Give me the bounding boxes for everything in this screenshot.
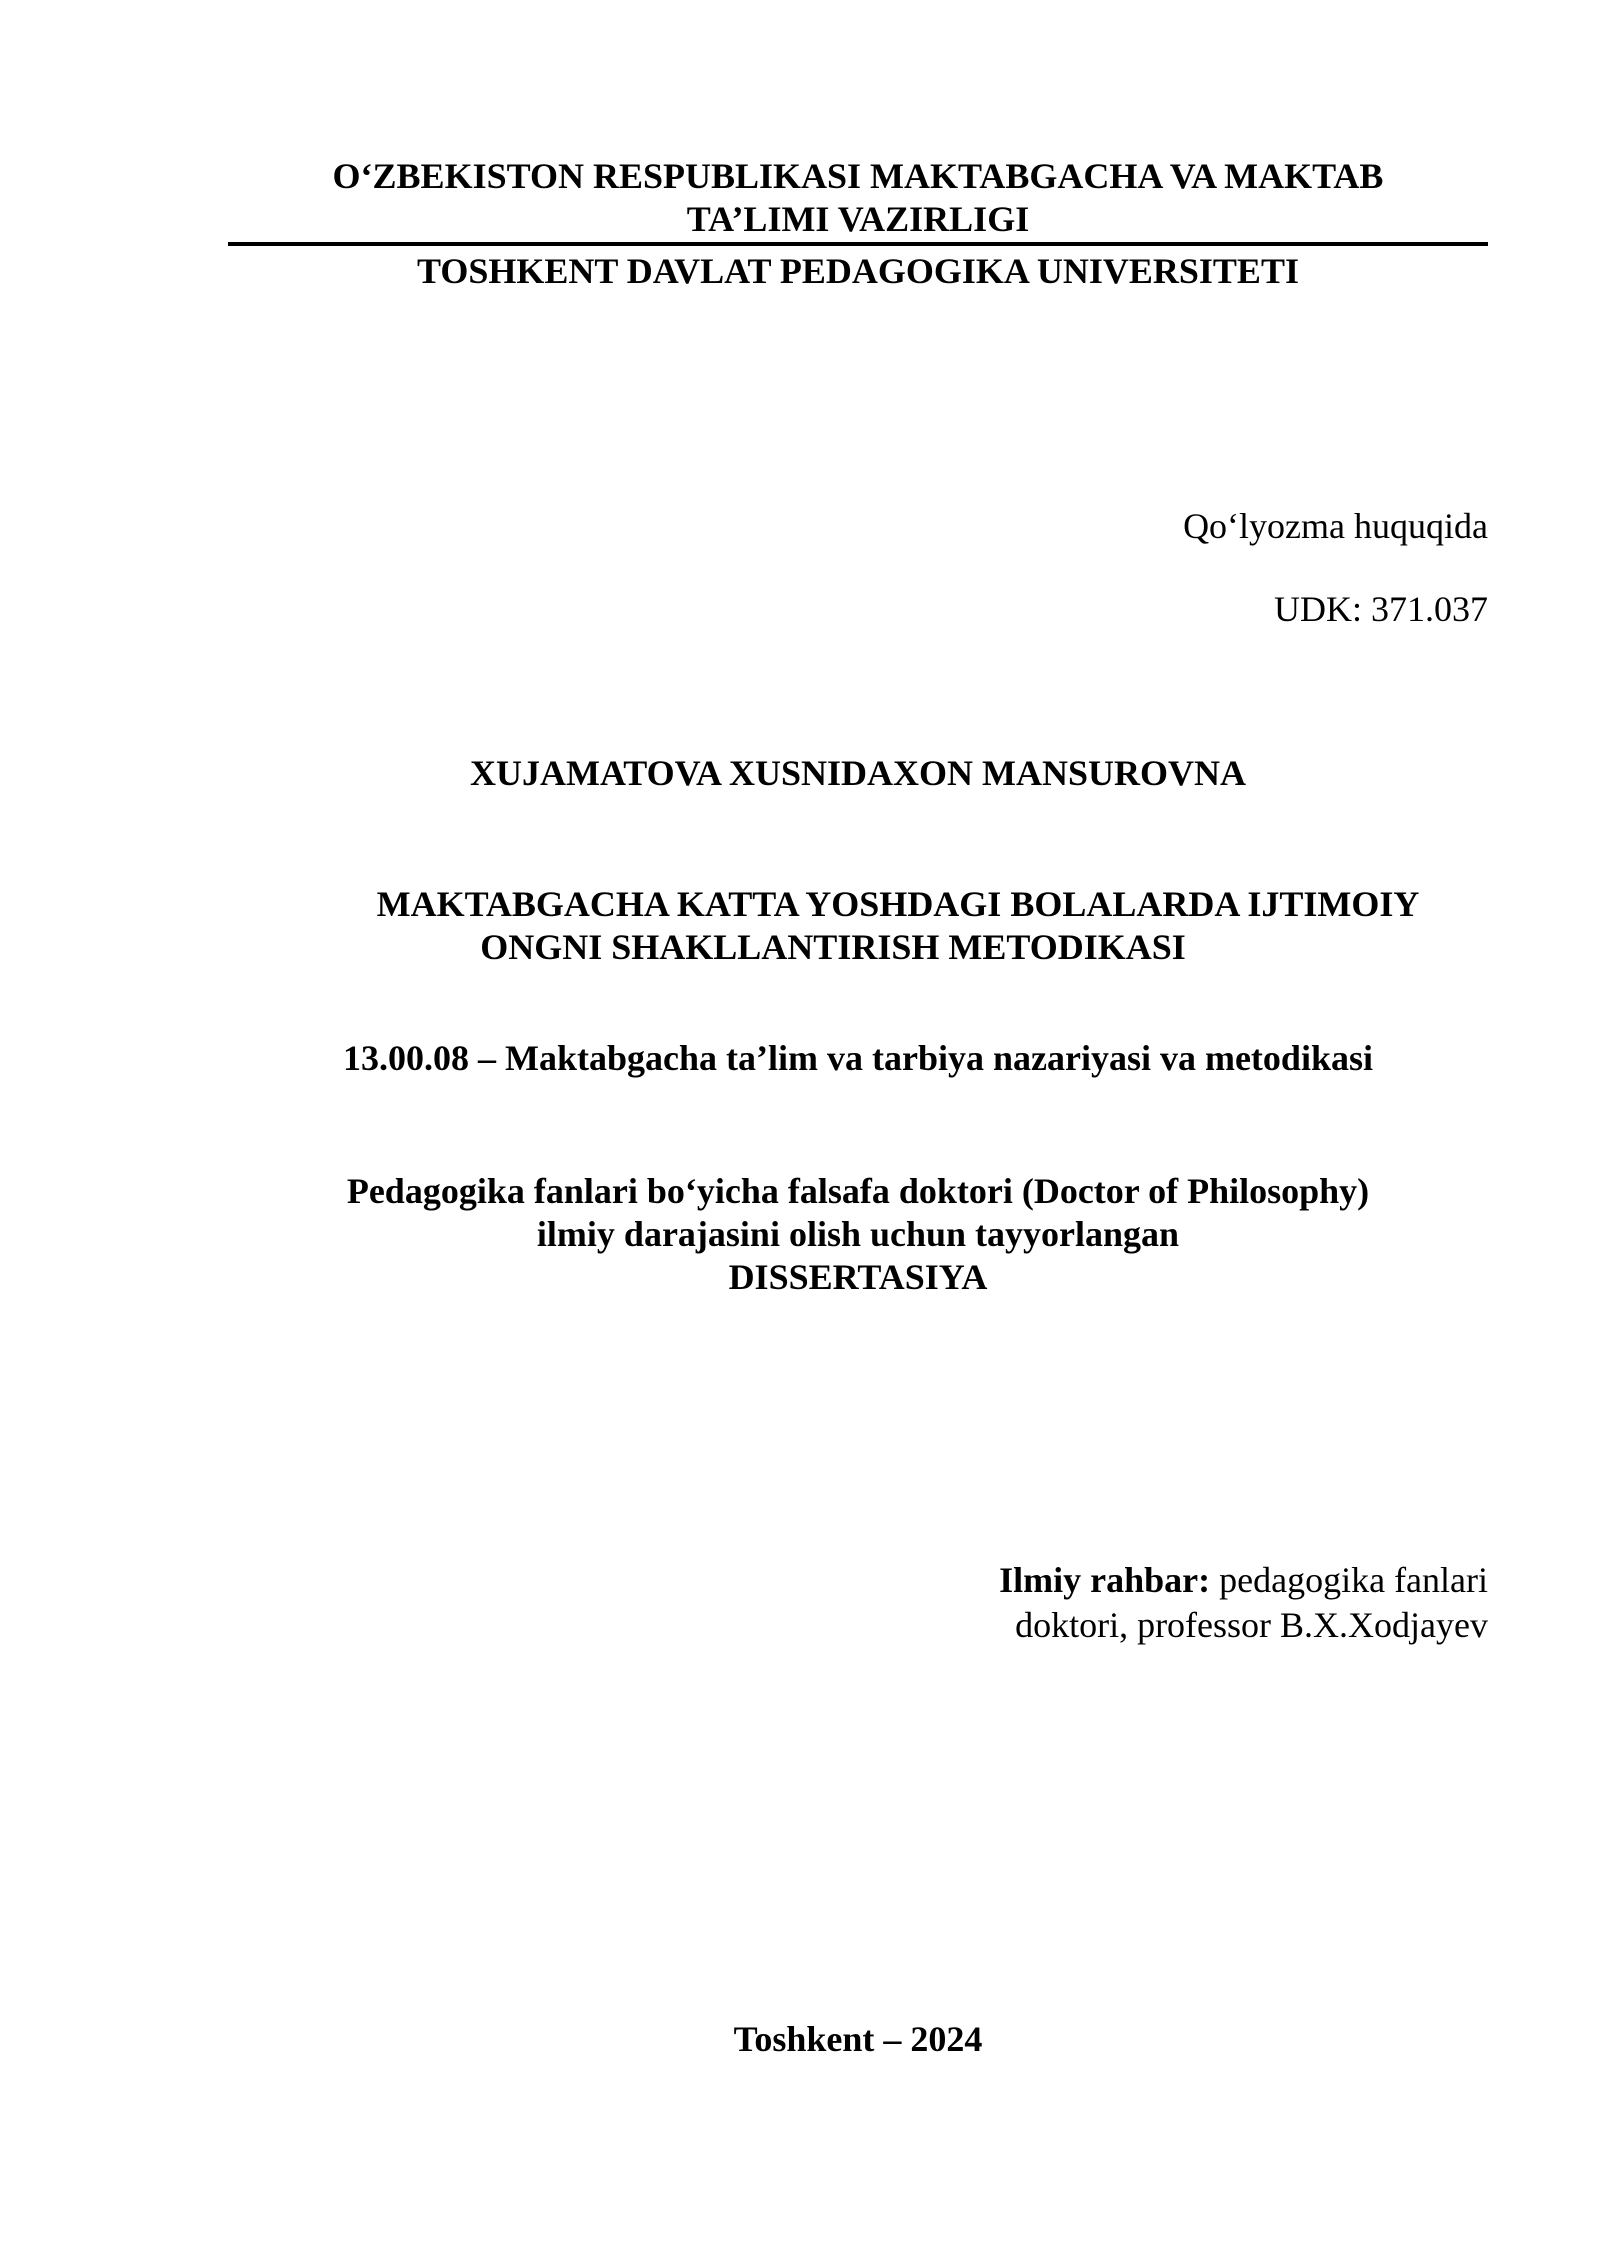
- manuscript-note: Qo‘lyozma huquqida: [1183, 506, 1488, 546]
- dissertation-title: [228, 883, 1488, 969]
- header-divider: [228, 242, 1488, 246]
- degree-statement: [228, 1170, 1488, 1299]
- supervisor-field: pedagogika fanlari: [1210, 1560, 1488, 1600]
- degree-line-1: Pedagogika fanlari bo‘yicha falsafa doktori (Doctor of Philosophy): [346, 1171, 1370, 1211]
- udk-code: UDK: 371.037: [1274, 589, 1488, 629]
- city-year: Toshkent – 2024: [733, 2019, 983, 2059]
- supervisor-line-1: [999, 1558, 1488, 1603]
- title-line-2: ONGNI SHAKLLANTIRISH METODIKASI: [480, 927, 1186, 967]
- supervisor-block: [999, 1558, 1488, 1648]
- specialty-code: 13.00.08 – Maktabgacha ta’lim va tarbiya nazariyasi va metodikasi: [343, 1038, 1373, 1078]
- author-name: XUJAMATOVA XUSNIDAXON MANSUROVNA: [469, 753, 1247, 793]
- degree-line-2: ilmiy darajasini olish uchun tayyorlangan: [536, 1214, 1180, 1254]
- ministry-line-2: TA’LIMI VAZIRLIGI: [686, 199, 1030, 239]
- university-name: TOSHKENT DAVLAT PEDAGOGIKA UNIVERSITETI: [417, 251, 1299, 291]
- ministry-heading: [228, 155, 1488, 241]
- ministry-line-1: O‘ZBEKISTON RESPUBLIKASI MAKTABGACHA VA MAKTAB: [332, 156, 1384, 196]
- supervisor-line-2: doktori, professor B.X.Xodjayev: [1015, 1605, 1488, 1645]
- supervisor-label: Ilmiy rahbar:: [999, 1560, 1211, 1600]
- title-line-1: MAKTABGACHA KATTA YOSHDAGI BOLALARDA IJTIMOIY: [376, 884, 1420, 924]
- document-type: DISSERTASIYA: [728, 1257, 988, 1297]
